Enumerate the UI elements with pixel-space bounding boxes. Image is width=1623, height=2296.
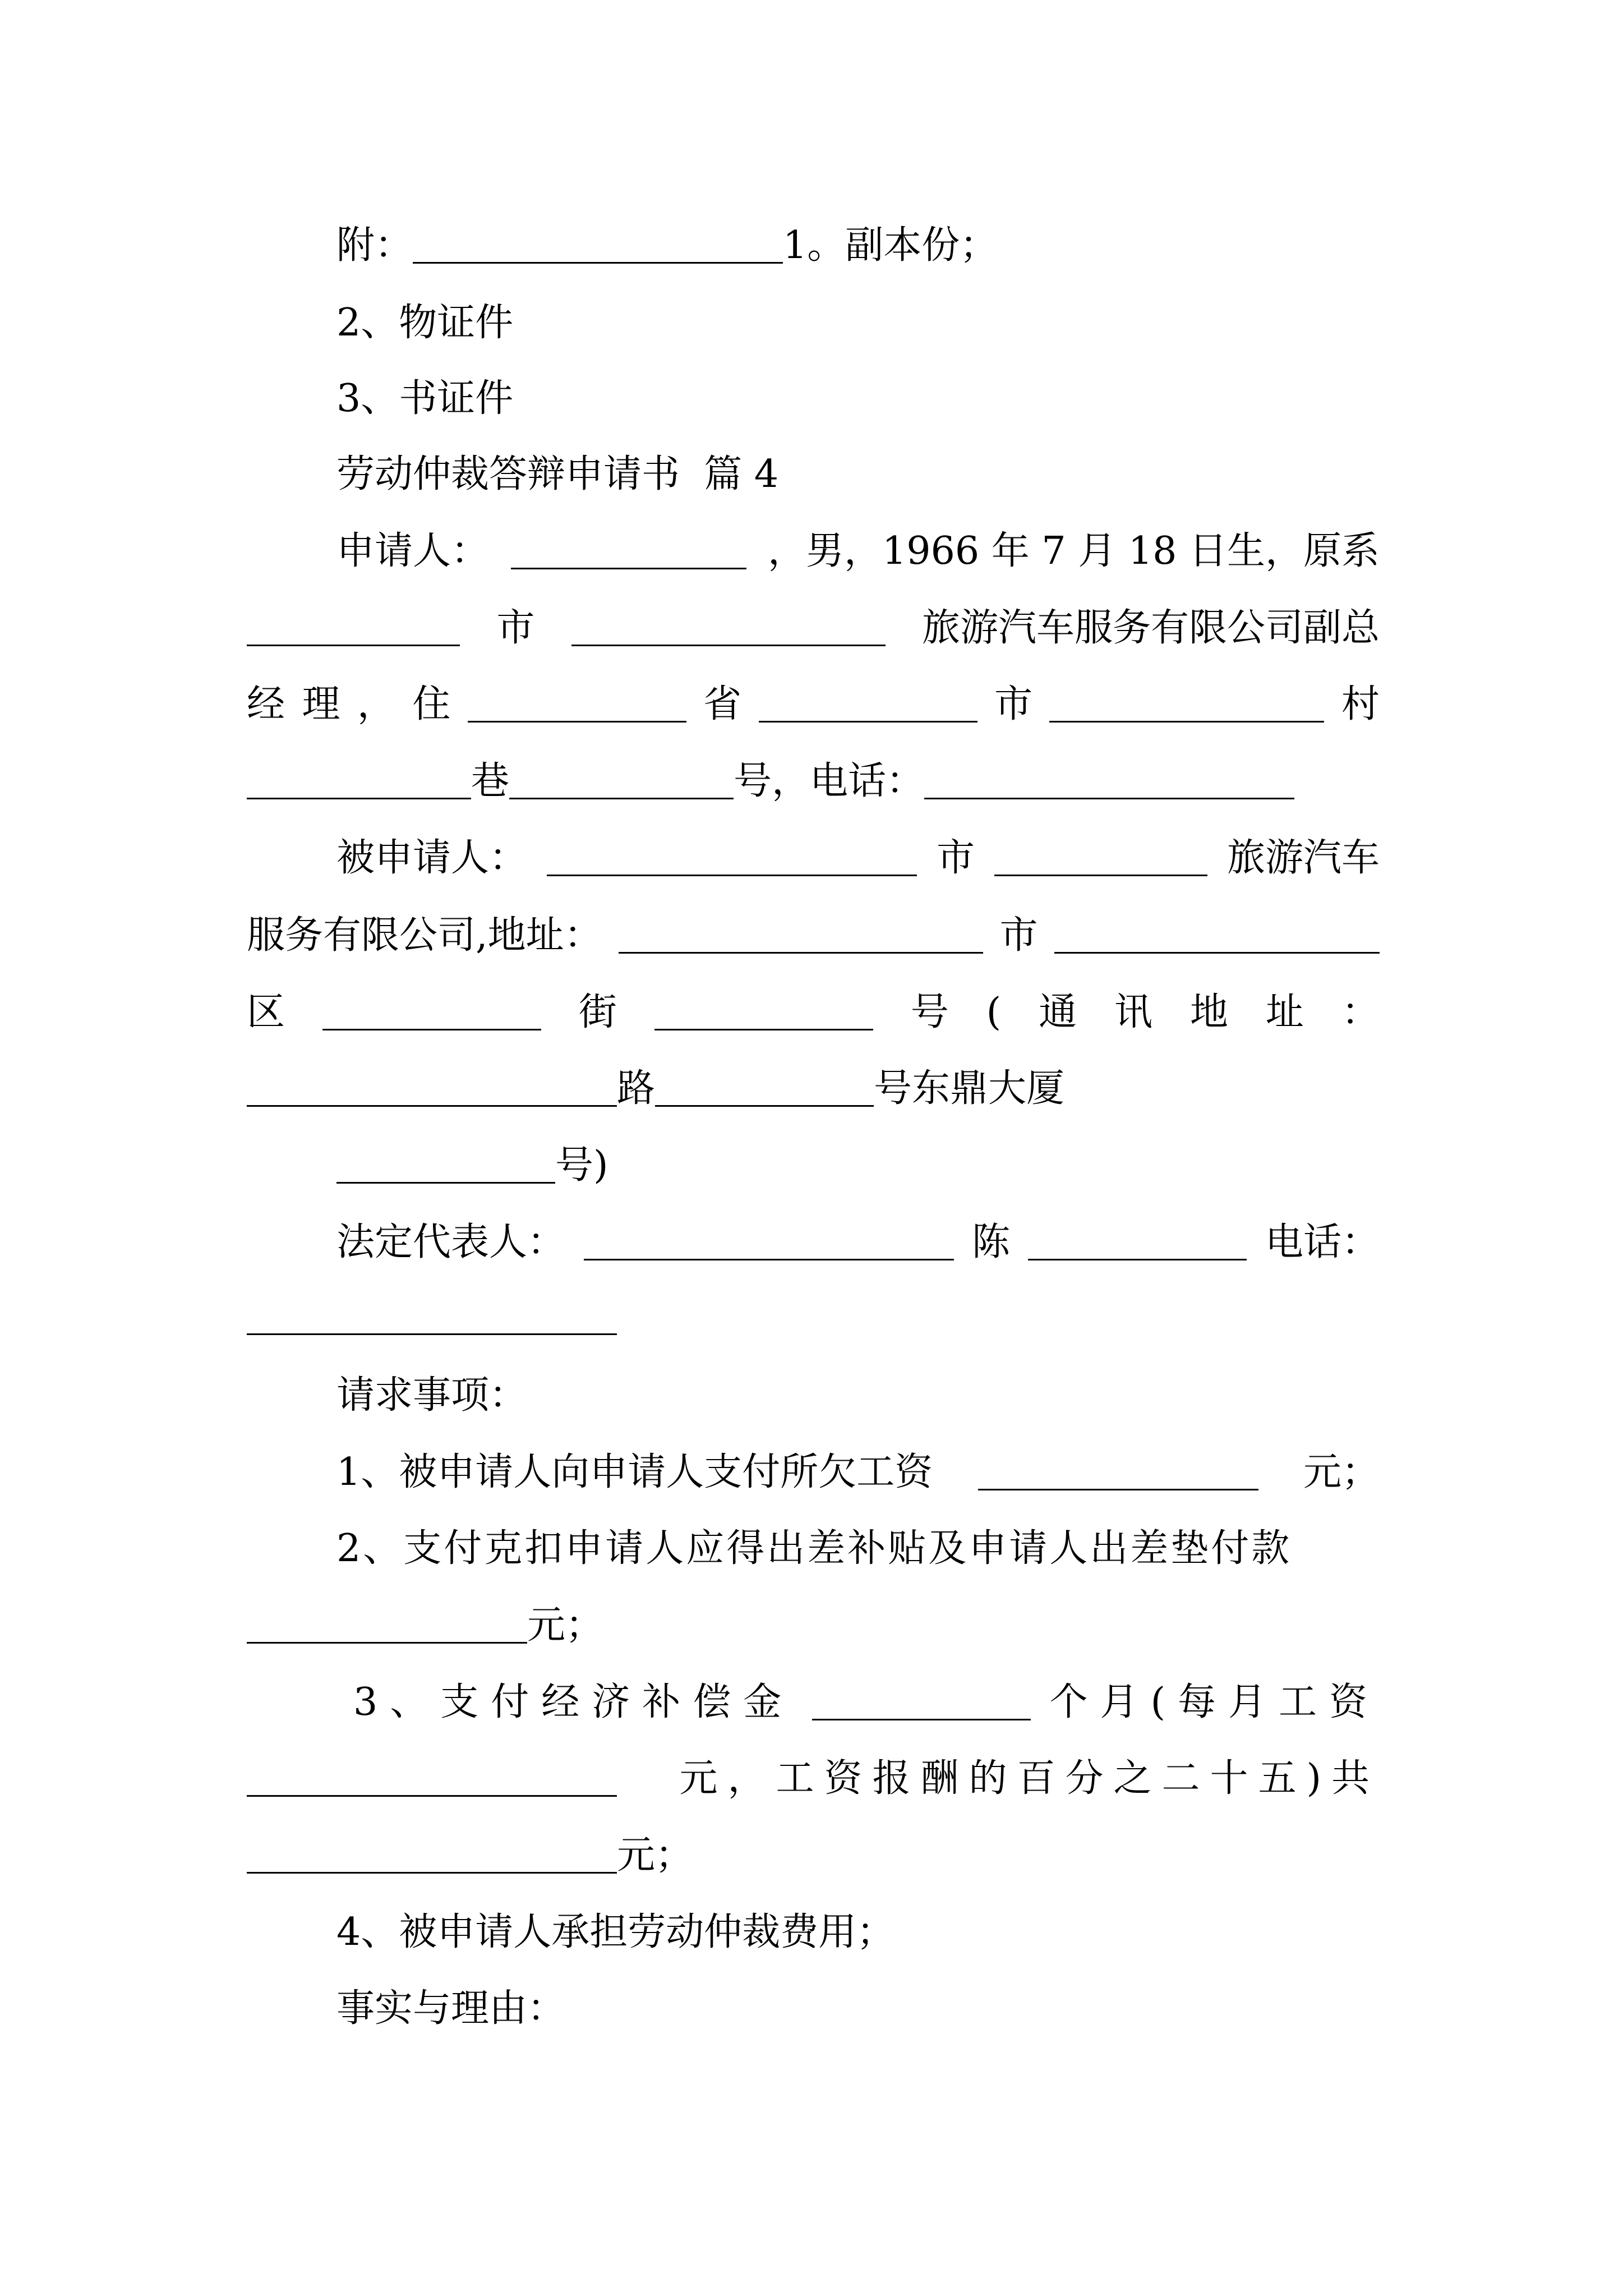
- respondent-address-city-blank: [619, 918, 983, 954]
- respondent-street-blank-1: [322, 995, 541, 1030]
- applicant-phone-blank: [924, 764, 1294, 799]
- annex-label: 附：: [336, 223, 413, 268]
- respondent-line-1: 被申请人： 市 旅游汽车: [336, 831, 1380, 885]
- annex-item-2: 2、物证件: [336, 301, 514, 345]
- claim-4: 4、被申请人承担劳动仲裁费用；: [336, 1910, 895, 1954]
- annex-blank: [413, 228, 783, 264]
- applicant-province-blank: [468, 687, 686, 723]
- respondent-company-blank: [994, 841, 1207, 876]
- respondent-city-blank: [547, 841, 917, 876]
- annex-item-1: 1。副本份；: [783, 223, 998, 268]
- claim-3-line-3: 元；: [247, 1829, 1380, 1883]
- claim-1: 1、被申请人向申请人支付所欠工资 元；: [336, 1450, 1380, 1494]
- applicant-company: 旅游汽车服务有限公司副总: [921, 606, 1380, 650]
- facts-title: 事实与理由：: [336, 1986, 566, 2031]
- applicant-label: 申请人：: [336, 529, 490, 573]
- claim-2: 2、支付克扣申请人应得出差补贴及申请人出差垫付款: [336, 1526, 1292, 1571]
- claim-3-months-blank: [812, 1685, 1031, 1720]
- claim-1-amount-blank: [978, 1455, 1258, 1490]
- respondent-street-blank-2: [654, 995, 873, 1030]
- legal-rep-given-blank: [1028, 1225, 1247, 1260]
- applicant-line-1: [336, 524, 1380, 578]
- respondent-line-3: 区 街 号 ( 通 讯 地 址 ：: [247, 990, 1380, 1034]
- applicant-lane-blank: [247, 764, 471, 799]
- legal-rep-phone-line: [247, 1290, 1380, 1344]
- applicant-name-blank: [511, 534, 746, 569]
- claims-title: 请求事项：: [336, 1373, 528, 1418]
- legal-rep-name-blank: [584, 1225, 954, 1260]
- respondent-room-blank: [336, 1148, 555, 1184]
- claim-3-monthly-wage-blank: [247, 1761, 617, 1797]
- applicant-city-blank: [247, 611, 460, 646]
- respondent-line-5: 号): [336, 1139, 1380, 1193]
- respondent-road-blank: [247, 1071, 617, 1107]
- claim-3-line-2: 元，工资报酬的百分之二十五)共: [247, 1752, 1380, 1806]
- respondent-label: 被申请人：: [336, 836, 528, 880]
- applicant-company-blank: [571, 611, 886, 646]
- claim-2-amount: 元；: [247, 1599, 1380, 1653]
- claim-3-total-blank: [247, 1838, 617, 1874]
- respondent-district-blank: [1054, 918, 1380, 954]
- applicant-city2-blank: [759, 687, 978, 723]
- applicant-line-3: 经 理 ， 住 省 市 村: [247, 682, 1380, 726]
- claim-2-amount-blank: [247, 1608, 527, 1644]
- applicant-village-blank: [1049, 687, 1324, 723]
- section-heading: 劳动仲裁答辩申请书 篇 4: [336, 452, 779, 496]
- applicant-line-4: 巷 号，电话：: [247, 754, 1380, 808]
- respondent-line-4: 路 号东鼎大厦: [247, 1062, 1380, 1116]
- annex-line: [336, 219, 1380, 273]
- applicant-line-2: 市 旅游汽车服务有限公司副总: [247, 601, 1380, 655]
- applicant-gender-birth: ，男，1966 年 7 月 18 日生，原系: [768, 529, 1380, 573]
- applicant-number-blank: [509, 764, 734, 799]
- legal-rep-label: 法定代表人：: [336, 1220, 566, 1264]
- respondent-road-number-blank: [655, 1071, 874, 1107]
- legal-rep-phone-blank: [247, 1300, 617, 1335]
- claim-3-line-1: 3、支付经济补偿金 个月(每月工资: [353, 1680, 1380, 1724]
- legal-rep-line: 法定代表人： 陈 电话：: [336, 1216, 1380, 1269]
- respondent-line-2: 服务有限公司,地址： 市: [247, 909, 1380, 963]
- annex-item-3: 3、书证件: [336, 376, 514, 421]
